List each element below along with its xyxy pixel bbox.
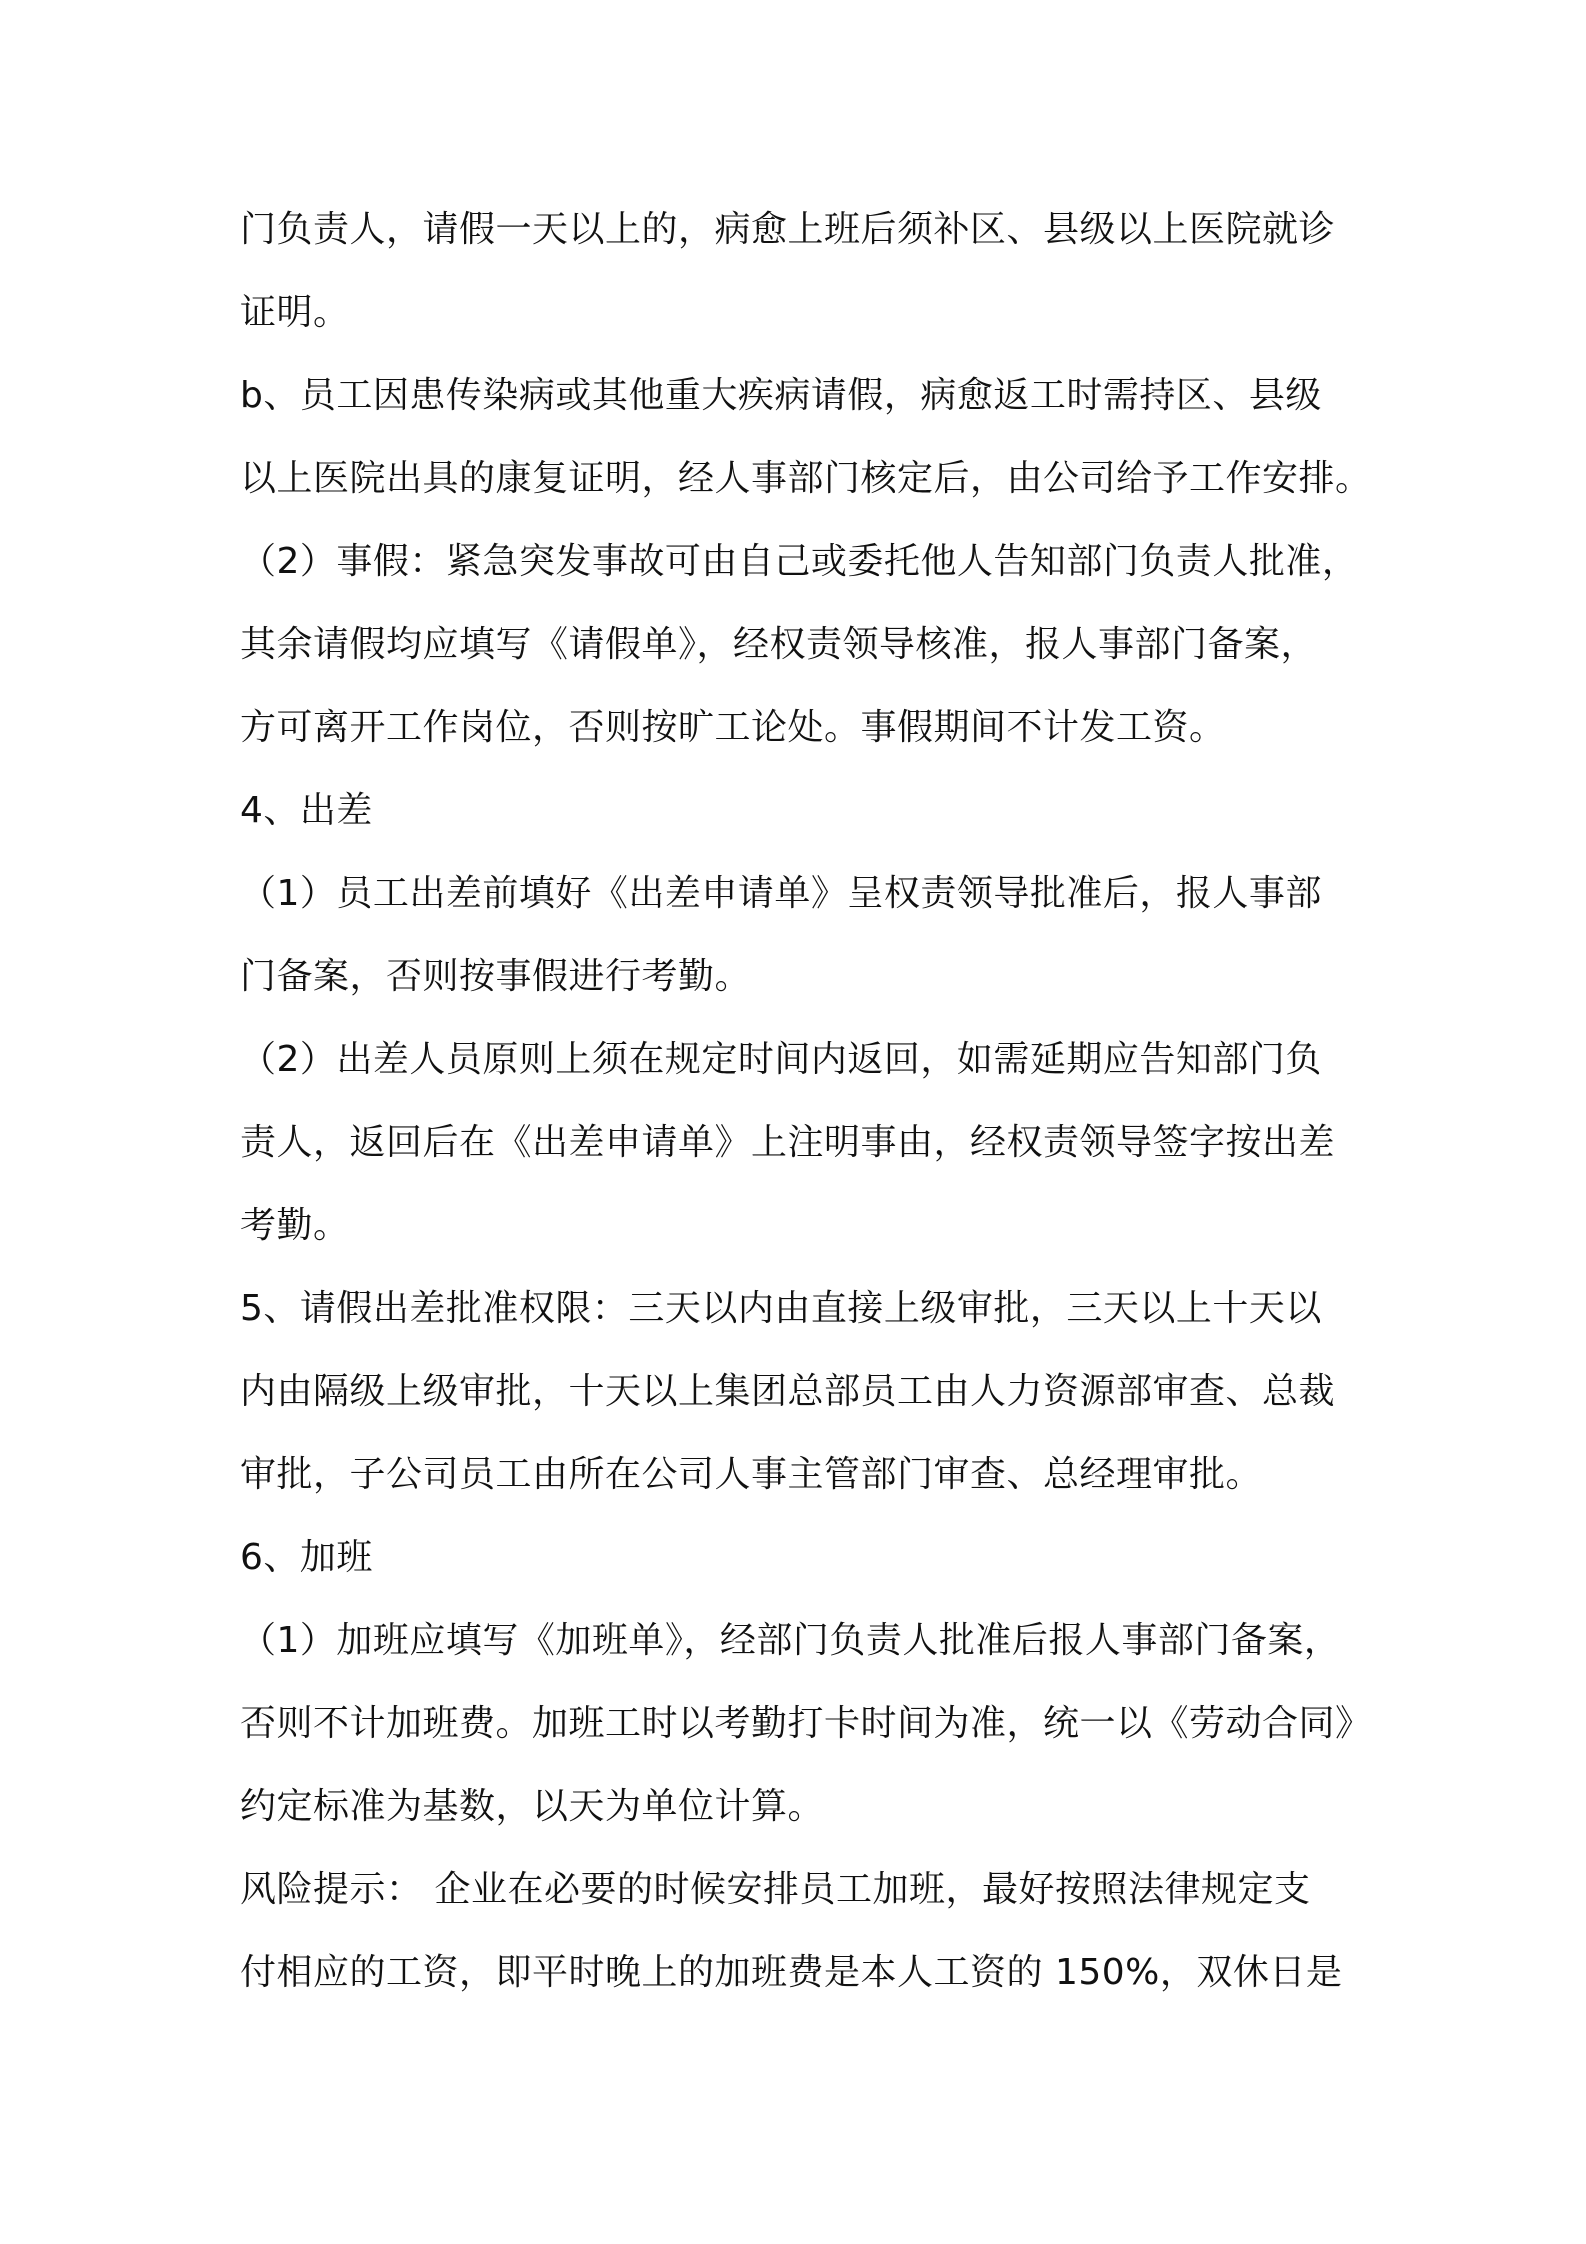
section-heading: 6、加班 [240, 1537, 373, 1578]
text-line: b、员工因患传染病或其他重大疾病请假，病愈返工时需持区、县级 [240, 375, 1322, 416]
text-line: （2）出差人员原则上须在规定时间内返回，如需延期应告知部门负 [240, 1039, 1322, 1080]
text-line: 门备案，否则按事假进行考勤。 [240, 956, 752, 997]
text-line: 其余请假均应填写《请假单》，经权责领导核准，报人事部门备案， [240, 624, 1318, 665]
text-line: 付相应的工资，即平时晚上的加班费是本人工资的 150%，双休日是 [240, 1952, 1343, 1993]
text-line: 方可离开工作岗位，否则按旷工论处。事假期间不计发工资。 [240, 707, 1226, 748]
text-line: 审批，子公司员工由所在公司人事主管部门审查、总经理审批。 [240, 1454, 1263, 1495]
text-line: 否则不计加班费。加班工时以考勤打卡时间为准，统一以《劳动合同》 [240, 1703, 1372, 1744]
text-line: 5、请假出差批准权限：三天以内由直接上级审批，三天以上十天以 [240, 1288, 1322, 1329]
text-line: （2）事假：紧急突发事故可由自己或委托他人告知部门负责人批准， [240, 541, 1359, 582]
text-line: 证明。 [240, 292, 350, 333]
text-line: （1）员工出差前填好《出差申请单》呈权责领导批准后，报人事部 [240, 873, 1322, 914]
text-line: 门负责人，请假一天以上的，病愈上班后须补区、县级以上医院就诊 [240, 209, 1336, 250]
text-line: 风险提示： 企业在必要的时候安排员工加班，最好按照法律规定支 [240, 1869, 1311, 1910]
text-line: 约定标准为基数，以天为单位计算。 [240, 1786, 825, 1827]
text-line: 考勤。 [240, 1205, 350, 1246]
section-heading: 4、出差 [240, 790, 373, 831]
document-body [240, 188, 1370, 2014]
text-line: 以上医院出具的康复证明，经人事部门核定后，由公司给予工作安排。 [240, 458, 1372, 499]
text-line: 责人，返回后在《出差申请单》上注明事由，经权责领导签字按出差 [240, 1122, 1336, 1163]
text-line: 内由隔级上级审批，十天以上集团总部员工由人力资源部审查、总裁 [240, 1371, 1336, 1412]
text-line: （1）加班应填写《加班单》，经部门负责人批准后报人事部门备案， [240, 1620, 1341, 1661]
